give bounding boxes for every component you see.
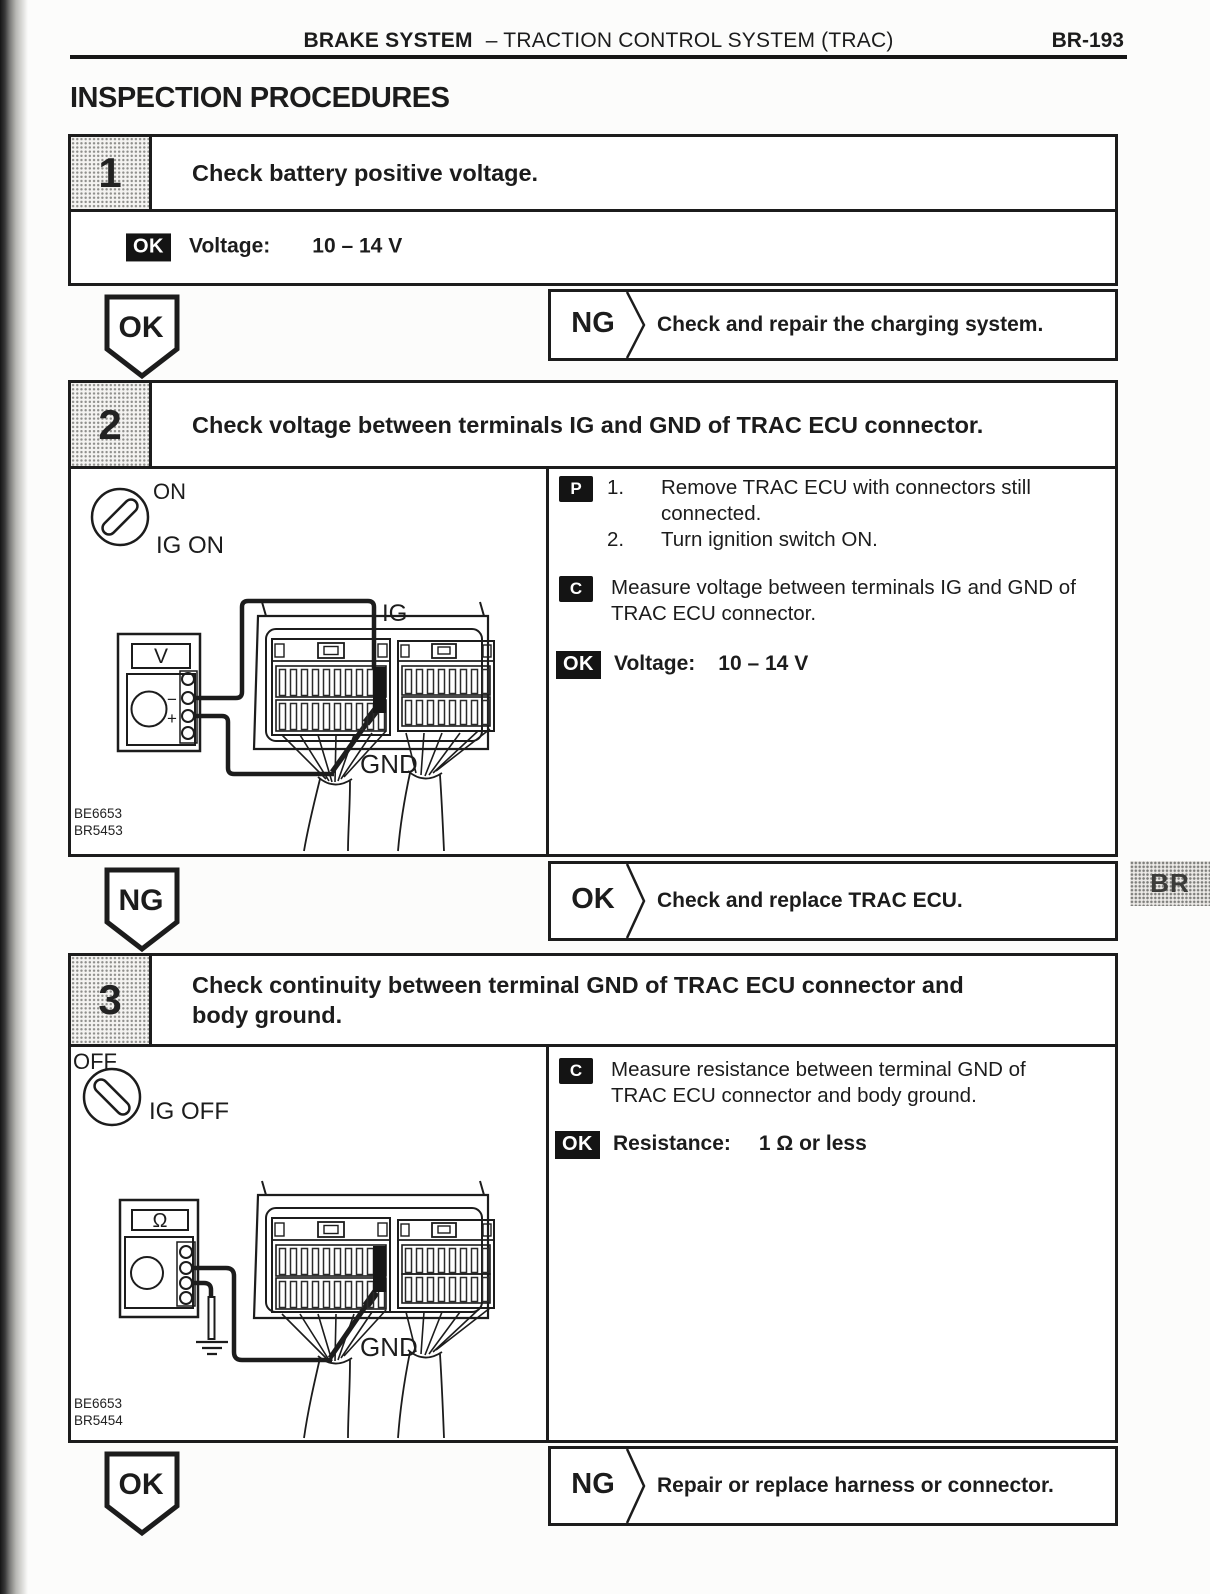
step3-title-line2: body ground. xyxy=(192,1002,343,1028)
step3-check-row xyxy=(559,1057,1076,1109)
step2-instructions-panel xyxy=(549,469,1115,854)
meter-mode-label: Ω xyxy=(152,1210,168,1232)
result-label-ng: NG xyxy=(571,307,615,340)
gnd-terminal-pin xyxy=(373,667,386,713)
meter-minus-label: − xyxy=(167,690,177,709)
result-action: Check and replace TRAC ECU. xyxy=(657,889,963,912)
step1-number-cell xyxy=(71,137,152,209)
result-label-ok: OK xyxy=(571,883,615,916)
figure-code: BE6653 xyxy=(74,806,123,821)
step3-box xyxy=(68,953,1118,1443)
step3-number-cell xyxy=(71,956,152,1044)
prep-item: 2. Turn ignition switch ON. xyxy=(607,528,878,551)
figure-code: BE6653 xyxy=(74,1396,123,1411)
ignition-switch-icon xyxy=(71,1049,321,1169)
result-action: Check and repair the charging system. xyxy=(657,313,1044,336)
result-label-ng: NG xyxy=(571,1468,615,1501)
figure-code: BR5454 xyxy=(74,1413,123,1428)
voltmeter-connector-diagram xyxy=(76,581,538,851)
switch-caption: IG ON xyxy=(156,532,225,559)
spec-label: Voltage: xyxy=(189,233,271,257)
terminal-ig-label: IG xyxy=(382,600,408,627)
spec-label: Resistance: xyxy=(613,1132,731,1155)
step3-spec-row xyxy=(555,1131,867,1159)
ground-symbol-icon xyxy=(196,1297,228,1354)
prep-badge: P xyxy=(559,476,593,502)
gnd-terminal-pin xyxy=(373,1246,386,1292)
step3-instructions-panel xyxy=(549,1047,1115,1440)
step2-check-row xyxy=(559,575,1076,627)
step1-number: 1 xyxy=(98,149,122,196)
voltmeter-icon xyxy=(118,634,200,751)
terminal-gnd-label: GND xyxy=(360,749,418,779)
ok-flow-arrow xyxy=(103,1450,181,1538)
doc-title-primary: BRAKE SYSTEM xyxy=(303,29,473,52)
step2-pass-result-box xyxy=(548,861,1118,941)
side-tab-label: BR xyxy=(1150,868,1190,898)
step1-box xyxy=(68,134,1118,286)
meter-mode-label: V xyxy=(153,645,169,668)
figure-codes xyxy=(74,1395,123,1429)
step2-box xyxy=(68,380,1118,857)
check-badge: C xyxy=(559,1058,593,1084)
step2-spec-row xyxy=(556,651,808,679)
doc-header-title xyxy=(70,29,1127,53)
ecu-connector-illustration xyxy=(254,1181,494,1438)
header-rule xyxy=(70,55,1127,59)
step3-title-line1: Check continuity between terminal GND of TRAC ECU connector and xyxy=(192,972,964,998)
terminal-gnd-label: GND xyxy=(360,1332,418,1362)
prep-item: 1. Remove TRAC ECU with connectors still connected. xyxy=(607,476,1031,525)
result-action: Repair or replace harness or connector. xyxy=(657,1474,1054,1497)
step2-figure-panel xyxy=(71,469,549,854)
step3-title xyxy=(152,956,1115,1044)
switch-position-label: OFF xyxy=(73,1049,117,1074)
chevron-right-icon xyxy=(625,292,647,358)
spec-value: 10 – 14 V xyxy=(312,233,403,257)
switch-caption: IG OFF xyxy=(149,1098,229,1125)
meter-plus-label: + xyxy=(167,709,177,728)
ohmmeter-connector-diagram xyxy=(76,1170,538,1440)
side-tab-br xyxy=(1130,861,1210,906)
flow-arrow-label: OK xyxy=(118,311,164,344)
ignition-switch-icon xyxy=(71,469,321,584)
ok-badge: OK xyxy=(556,651,601,679)
step1-spec-row xyxy=(126,233,402,261)
step2-number: 2 xyxy=(98,400,122,448)
ok-flow-arrow xyxy=(103,293,181,381)
check-text: Measure resistance between terminal GND of TRAC ECU connector and body ground. xyxy=(611,1058,1026,1107)
step3-fail-result-box xyxy=(548,1446,1118,1526)
doc-title-secondary: – TRACTION CONTROL SYSTEM (TRAC) xyxy=(485,29,894,52)
step1-title xyxy=(152,137,1115,209)
step2-title-line1: Check voltage between terminals IG and GND of TRAC ECU connector. xyxy=(192,411,984,438)
figure-codes xyxy=(74,805,123,839)
figure-code: BR5453 xyxy=(74,823,123,838)
ng-flow-arrow xyxy=(103,866,181,954)
spec-label: Voltage: xyxy=(614,652,696,675)
check-text: Measure voltage between terminals IG and GND of TRAC ECU connector. xyxy=(611,576,1076,625)
step1-title-line1: Check battery positive voltage. xyxy=(192,160,539,186)
spec-value: 10 – 14 V xyxy=(718,652,809,675)
step3-number: 3 xyxy=(98,976,122,1023)
page-heading: INSPECTION PROCEDURES xyxy=(70,82,450,114)
chevron-right-icon xyxy=(625,864,647,938)
switch-position-label: ON xyxy=(153,479,186,504)
check-badge: C xyxy=(559,576,593,602)
page-code: BR-193 xyxy=(1051,29,1124,52)
step1-fail-result-box xyxy=(548,289,1118,361)
ok-badge: OK xyxy=(555,1131,600,1159)
binding-shadow xyxy=(0,0,28,1594)
flow-arrow-label: NG xyxy=(118,884,164,917)
ohmmeter-icon xyxy=(120,1200,198,1317)
ecu-connector-illustration xyxy=(254,602,494,851)
flow-arrow-label: OK xyxy=(118,1468,164,1501)
step2-title xyxy=(152,383,1115,466)
chevron-right-icon xyxy=(625,1449,647,1523)
spec-value: 1 Ω or less xyxy=(758,1132,867,1155)
step2-number-cell xyxy=(71,383,152,466)
step2-prep-row xyxy=(559,475,1071,553)
step3-figure-panel xyxy=(71,1047,549,1440)
ok-badge: OK xyxy=(126,233,171,261)
